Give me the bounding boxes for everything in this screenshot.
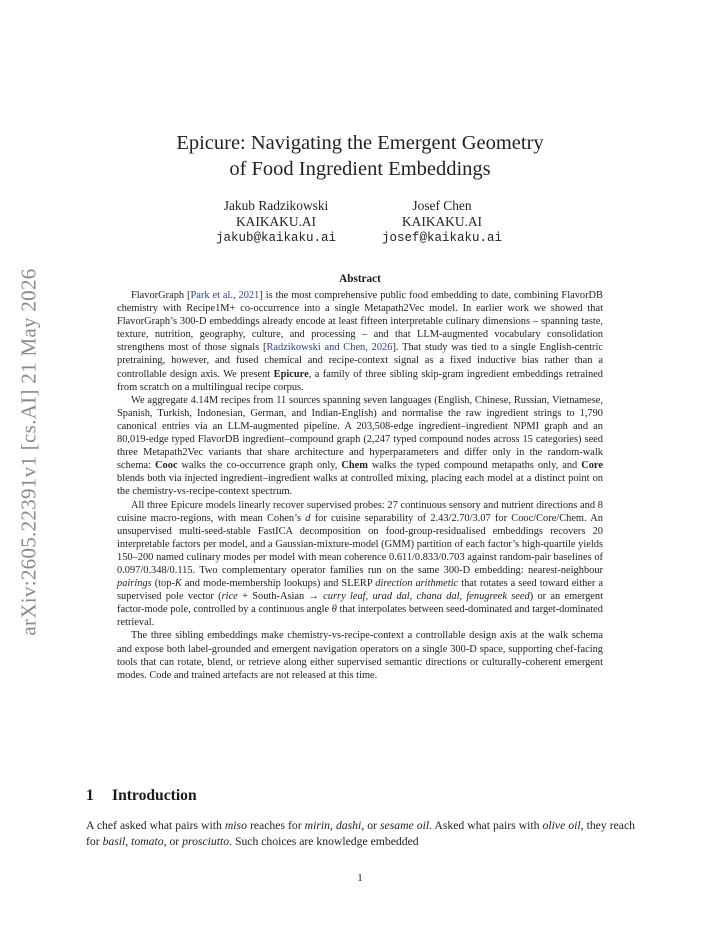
abstract-paragraph-4: The three sibling embeddings make chemistry-vs-recipe-context a controllable design axis at the walk schema and expose both label-grounded and emergent navigation operators on a single 300-D space, supporting chef-facing tools that can rotate, blend, or retrieve along either supervised semantic directions or culturally-coherent emergent modes. Code and trained artefacts are not released at this time. [117,630,603,681]
author-block-2 [352,198,532,246]
author-affiliation: KAIKAKU.AI [236,214,316,229]
author-email: jakub@kaikaku.ai [215,231,337,245]
author-name: Josef Chen [412,198,472,213]
title-line-2: of Food Ingredient Embeddings [229,158,491,180]
abstract-paragraph-1: FlavorGraph [Park et al., 2021] is the most comprehensive public food embedding to date, combining FlavorDB chemistry with Recipe1M+ co-occurrence into a single Metapath2Vec model. In earlier work we showed that FlavorGraph’s 300-D embeddings already encode at least fifteen interpretable culinary dimensions – spanning taste, texture, nutrition, geography, culture, and processing – and that LLM-augmented vocabulary consolidation strengthens most of those signals [Radzikowski and Chen, 2026]. That study was tied to a single English-centric pretraining, however, and fused chemical and recipe-context signal as a fixed inductive bias rather than a controllable design axis. We present Epicure, a family of three sibling skip-gram ingredient embeddings retrained from scratch on a multilingual recipe corpus. [117,290,603,393]
citation-link[interactable]: Park et al., 2021 [190,290,260,301]
abstract-paragraph-2: We aggregate 4.14M recipes from 11 sources spanning seven languages (English, Chinese, Russian, Vietnamese, Spanish, Turkish, Indonesian, German, and Indian-English) and normalise the raw ingredient strings to 1,790 canonical entries via an LLM-augmented pipeline. A 203,508-edge ingredient–ingredient NPMI graph and an 80,019-edge typed FlavorDB ingredient–compound graph (2,247 typed compound nodes across 15 categories) seed three Metapath2Vec variants that share architecture and hyperparameters and differ only in the random-walk schema: Cooc walks the co-occurrence graph only, Chem walks the typed compound metapaths only, and Core blends both via injected ingredient–ingredient walks at controlled mixing, placing each model at a distinct point on the chemistry-vs-recipe-context spectrum. [117,394,603,498]
paper-title [0,130,720,182]
citation-link[interactable]: Radzikowski and Chen, 2026 [266,342,393,354]
author-affiliation: KAIKAKU.AI [402,214,482,229]
section-heading [86,787,197,805]
abstract-paragraph-3: All three Epicure models linearly recover supervised probes: 27 continuous sensory and nutrient directions and 8 cuisine macro-regions, with mean Cohen’s d for cuisine separability of 2.43/2.70/3.07 for Cooc/Core/Chem. An unsupervised multi-seed-stable FastICA decomposition on food-group-residualised embeddings recovers 20 interpretable factors per model, and a Gaussian-mixture-model (GMM) partition of each factor’s high-quartile yields 150–200 named culinary modes per model with mean coherence 0.611/0.833/0.703 against random-pair baselines of 0.097/0.348/0.115. Two complementary operator families run on the same 300-D embedding: nearest-neighbour pairings (top-K and mode-membership lookups) and SLERP direction arithmetic that rotates a seed toward either a supervised pole vector (rice + South-Asian → curry leaf, urad dal, chana dal, fenugreek seed) or an emergent factor-mode pole, controlled by a continuous angle θ that interpolates between seed-dominated and target-dominated retrieval. [117,499,604,629]
author-name: Jakub Radzikowski [223,198,329,213]
author-block-1 [186,198,366,246]
title-line-1: Epicure: Navigating the Emergent Geometry [176,132,544,154]
page-number: 1 [357,872,363,884]
abstract-heading: Abstract [339,273,381,285]
arxiv-sidebar-stamp [16,260,42,644]
author-email: josef@kaikaku.ai [381,231,503,245]
intro-paragraph: A chef asked what pairs with miso reaches for mirin, dashi, or sesame oil. Asked what pairs with olive oil, they reach for basil, tomato, or prosciutto. Such choices are knowledge embedded [86,819,636,848]
abstract-body [117,289,603,682]
section-title: Introduction [112,787,197,804]
arxiv-identifier: arXiv:2605.22391v1 [cs.AI] 21 May 2026 [16,268,41,636]
section-number: 1 [86,787,94,804]
